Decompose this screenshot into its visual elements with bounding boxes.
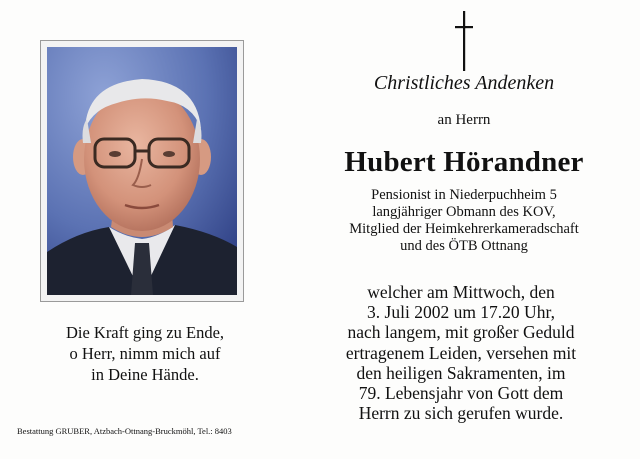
- deceased-name: Hubert Hörandner: [344, 146, 584, 178]
- card-subtitle: Christliches Andenken: [373, 72, 555, 94]
- verse-line: Die Kraft ging zu Ende,: [65, 323, 225, 342]
- notice-line: 3. Juli 2002 um 17.20 Uhr,: [367, 302, 555, 323]
- cross-icon: [454, 11, 474, 71]
- detail-line: langjähriger Obmann des KOV,: [372, 204, 556, 220]
- biography-details: [318, 187, 610, 255]
- notice-line: 79. Lebensjahr von Gott dem: [358, 383, 564, 404]
- verse-line: in Deine Hände.: [91, 365, 199, 384]
- notice-line: den heiligen Sakramenten, im: [356, 362, 566, 383]
- verse: [30, 322, 260, 385]
- portrait-photo: [47, 47, 237, 295]
- funeral-home-footer: Bestattung GRUBER, Atzbach-Ottnang-Bruckmöhl, Tel.: 8403: [17, 426, 232, 436]
- notice-line: nach langem, mit großer Geduld: [347, 322, 575, 343]
- detail-line: Pensionist in Niederpuchheim 5: [371, 187, 557, 203]
- verse-line: o Herr, nimm mich auf: [69, 344, 221, 363]
- detail-line: und des ÖTB Ottnang: [400, 238, 528, 254]
- notice-line: ertragenem Leiden, versehen mit: [345, 342, 577, 363]
- notice-line: welcher am Mittwoch, den: [367, 282, 555, 302]
- portrait-frame: [40, 40, 244, 302]
- notice-line: Herrn zu sich gerufen wurde.: [358, 403, 564, 424]
- detail-line: Mitglied der Heimkehrerkameradschaft: [349, 221, 579, 237]
- salutation: an Herrn: [437, 112, 491, 128]
- death-notice: [300, 282, 622, 423]
